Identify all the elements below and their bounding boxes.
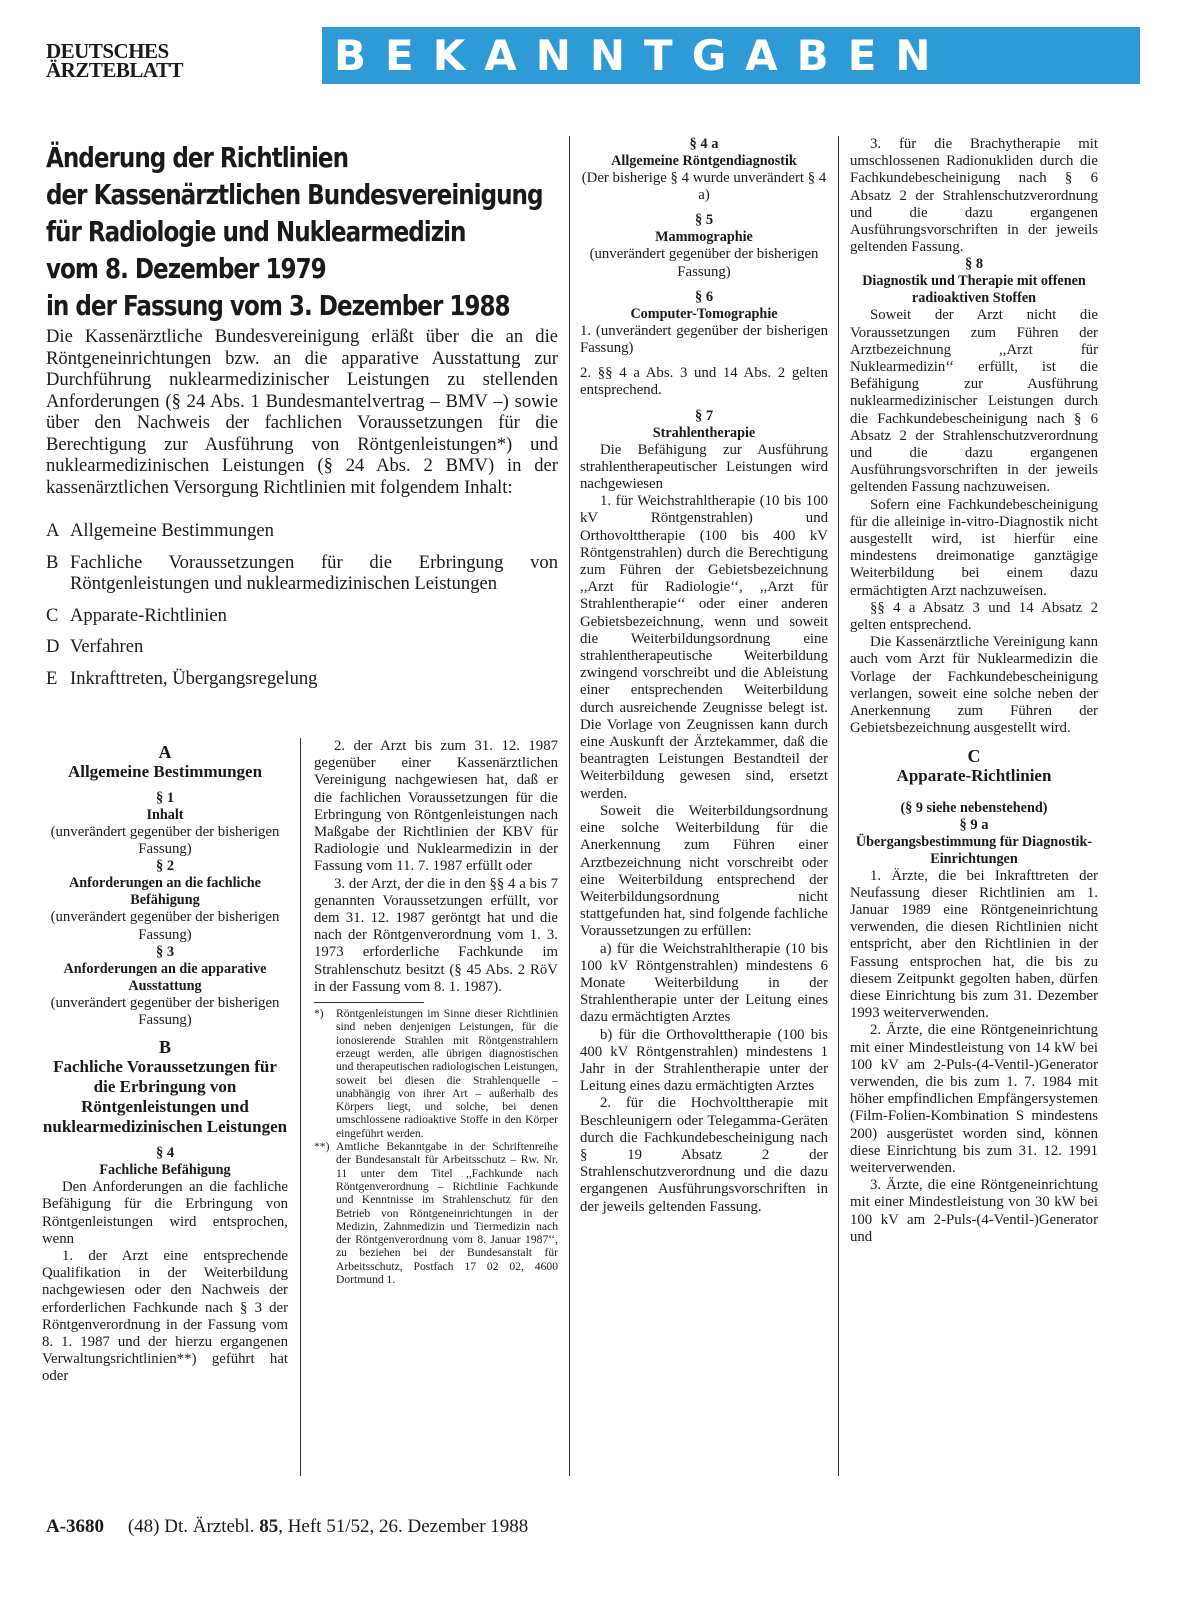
paragraph-title: Anforderungen an die apparative Ausstattung (63, 960, 267, 994)
paragraph-number: § 3 (155, 943, 175, 960)
contents-item (46, 552, 558, 595)
page-code: A-3680 (46, 1516, 105, 1537)
paragraph-title: Anforderungen an die fachliche Befähigung (69, 875, 261, 909)
paragraph-note: (§ 9 siehe nebenstehend) (900, 799, 1048, 816)
contents-letter: E (46, 667, 58, 689)
journal-logo (46, 39, 216, 82)
paragraph-text: 2. der Arzt bis zum 31. 12. 1987 gegenüber einer Kassenärztlichen Vereinigung nachgewiesen hat, daß er die fachlichen Voraussetzungen für die Erbringung von Röntgenleistungen nach Maßgabe der Richtlinien der KBV für Radiologie und Nuklearmedizin in der Fassung vom 11. 7. 1987 erfüllt oder (314, 738, 558, 875)
contents-item (46, 636, 558, 658)
paragraph-text: §§ 4 a Absatz 3 und 14 Absatz 2 gelten entsprechend. (850, 599, 1098, 634)
paragraph-title: Allgemeine Röntgendiagnostik (611, 153, 797, 169)
section-letter: C (967, 745, 981, 766)
paragraph-text: 2. für die Hochvolttherapie mit Beschleunigern oder Telegamma-Geräten durch die Fachkundebescheinigung nach § 19 Absatz 2 der Strahlenschutzverordnung und die dazu ergangenen Ausführungsvorschriften in der jeweils geltenden Fassung. (580, 1095, 828, 1215)
headline-line: Änderung der Richtlinien (46, 142, 349, 174)
paragraph-text: b) für die Orthovolttherapie (100 bis 400 kV Röntgenstrahlen) mindestens 1 Jahr in der Strahlentherapie unter der Leitung eines dazu ermächtigten Arztes (580, 1026, 828, 1095)
paragraph-text: 1. (unverändert gegenüber der bisherigen Fassung) (580, 322, 828, 357)
contents-text: Allgemeine Bestimmungen (70, 520, 274, 541)
paragraph-title: Strahlentherapie (652, 424, 756, 441)
paragraph-text: 3. für die Brachytherapie mit umschlossenen Radionukliden durch die Fachkundebescheinigung nach § 6 Absatz 2 der Strahlenschutzverordnung und die dazu ergangenen Ausführungsvorschriften in der jeweils geltenden Fassung. (850, 136, 1098, 256)
section-banner: BEKANNTGABEN (322, 27, 1140, 84)
paragraph-text: (unverändert gegenüber der bisherigen Fassung) (50, 824, 280, 858)
paragraph-text: Die Kassenärztliche Vereinigung kann auch vom Arzt für Nuklearmedizin die Vorlage der Fachkundebescheinigung verlangen, soweit eine solche neben der Anerkennung zum Führen der Gebietsbezeichnung ausgestellt wird. (850, 634, 1098, 737)
headline-line: der Kassenärztlichen Bundesvereinigung (46, 179, 543, 211)
contents-text: Inkrafttreten, Übergangsregelung (70, 667, 318, 689)
paragraph-text: (Der bisherige § 4 wurde unverändert § 4 a) (581, 170, 827, 204)
paragraph-text: (unverändert gegenüber der bisherigen Fassung) (50, 909, 280, 943)
column-divider (569, 136, 570, 1476)
page-footer (46, 1516, 528, 1538)
section-letter: B (158, 1037, 171, 1058)
footnote-mark: *) (314, 1007, 324, 1021)
paragraph-text: Soweit der Arzt nicht die Voraussetzungen zum Führen der Arztbezeichnung ,,Arzt für Nuklearmedizin‘‘ erfüllt, ist die Befähigung zur Ausführung nuklearmedizinischer Leistungen durch die Fachkundebescheinigung nach § 6 Absatz 2 der Strahlenschutzverordnung und die dazu ergangenen Ausführungsvorschriften in der jeweils geltenden Fassung nachzuweisen. (850, 307, 1098, 496)
paragraph-text: 3. Ärzte, die eine Röntgeneinrichtung mit einer Mindestleistung von 30 kW bei 100 kV am 2-Puls-(4-Ventil-)Generator und (850, 1177, 1098, 1245)
contents-list (46, 520, 558, 699)
paragraph-number: § 1 (155, 790, 175, 806)
contents-letter: A (46, 520, 60, 541)
contents-letter: B (46, 551, 59, 573)
contents-item (46, 605, 558, 627)
paragraph-text: Soweit die Weiterbildungsordnung eine solche Weiterbildung für die Anerkennung zum Führen einer Arztbezeichnung nicht vorschreibt oder eine Weiterbildung entsprechend der Weiterbildungsordnung nicht stattgefunden hat, sind folgende fachliche Voraussetzungen zu erfüllen: (580, 802, 828, 940)
citation-text: , Heft 51/52, 26. Dezember 1988 (278, 1516, 529, 1537)
paragraph-title: Übergangsbestimmung für Diagnostik-Einrichtungen (855, 833, 1093, 867)
headline-line: in der Fassung vom 3. Dezember 1988 (46, 290, 510, 322)
logo-line-2: ÄRZTEBLATT (46, 58, 183, 82)
column-divider (300, 738, 301, 1476)
intro-paragraph: Die Kassenärztliche Bundesvereinigung erläßt über die an die Röntgeneinrichtungen bzw. an die apparative Ausstattung zur Durchführung nuklearmedizinischer Leistungen zu stellenden Anforderungen (§ 24 Abs. 1 Bundesmantelvertrag – BMV –) sowie über den Nachweis der fachlichen Voraussetzungen für die Berechtigung zur Ausführung von Röntgenleistungen*) und nuklearmedizinischen Leistungen (§ 24 Abs. 2 BMV) in der kassenärztlichen Versorgung Richtlinien mit folgendem Inhalt: (46, 326, 558, 498)
paragraph-text: Die Befähigung zur Ausführung strahlentherapeutischer Leistungen wird nachgewiesen (580, 441, 828, 493)
paragraph-number: § 6 (694, 288, 714, 305)
footnote-text: Amtliche Bekanntgabe in der Schriftenreihe der Bundesanstalt für Arbeitsschutz – Rw. Nr. 11 unter dem Titel ,,Fachkunde nach Röntgenverordnung – Richtlinie Fachkunde und Kenntnisse im Strahlenschutz für den Betrieb von Röntgeneinrichtungen in der Medizin, Zahnmedizin und Tiermedizin nach der Röntgenverordnung vom 8. Januar 1987‘‘, zu beziehen bei der Bundesanstalt für Arbeitsschutz, Postfach 17 02 02, 4600 Dortmund 1. (336, 1140, 558, 1286)
column-a (42, 742, 288, 1386)
column-divider (838, 136, 839, 1476)
logo-line-1: DEUTSCHES (46, 39, 169, 63)
paragraph-number: § 2 (155, 858, 175, 875)
footnote-rule (314, 1002, 424, 1003)
paragraph-text: 1. der Arzt eine entsprechende Qualifikation in der Weiterbildung nachgewiesen oder den Nachweis der erforderlichen Fachkunde nach § 3 der Röntgenverordnung in der Fassung vom 8. 1. 1987 und der hierzu ergangenen Verwaltungsrichtlinien**) geführt hat oder (42, 1248, 288, 1385)
paragraph-number: § 7 (694, 407, 714, 424)
paragraph-title: Inhalt (146, 807, 184, 823)
section-title: Allgemeine Bestimmungen (67, 762, 263, 781)
footnote-text: Röntgenleistungen im Sinne dieser Richtlinien sind neben denjenigen Leistungen, für die ionosierende Strahlen mit Röntgenstrahlern erzeugt werden, alle übrigen diagnostischen und therapeutischen radiologischen Leistungen, soweit bei diesen die Strahlenquelle – unabhängig von ihrer Art – außerhalb des Körpers liegt, und solche, bei denen umschlossene radioaktive Stoffe in den Körper eingeführt werden. (336, 1007, 558, 1140)
headline-line: vom 8. Dezember 1979 (46, 253, 326, 285)
section-title: Fachliche Voraussetzungen für die Erbringung von Röntgenleistungen und nuklearmedizinischen Leistungen (42, 1057, 288, 1137)
contents-text: Fachliche Voraussetzungen für die Erbringung von Röntgenleistungen und nuklearmedizinischen Leistungen (70, 551, 558, 594)
paragraph-text: 2. §§ 4 a Abs. 3 und 14 Abs. 2 gelten entsprechend. (580, 365, 828, 399)
page-headline (46, 140, 543, 325)
footnote (314, 1007, 558, 1140)
paragraph-text: 1. Ärzte, die bei Inkrafttreten der Neufassung dieser Richtlinien am 1. Januar 1989 eine Röntgeneinrichtung verwenden, die diesen Richtlinien nicht entspricht, aber den Richtlinien in der Fassung entsprochen hat, die bis zu diesem Zeitpunkt gegolten haben, dürfen diese Einrichtung bis zum 31. Dezember 1993 weiterverwenden. (850, 867, 1098, 1022)
footnotes (314, 1007, 558, 1286)
citation-text: (48) Dt. Ärztebl. (127, 1516, 255, 1537)
contents-letter: D (46, 636, 60, 657)
paragraph-number: § 4 a (689, 136, 719, 152)
paragraph-number: § 9 a (959, 816, 989, 833)
column-b (314, 738, 558, 1286)
headline-line: für Radiologie und Nuklearmedizin (46, 216, 466, 248)
footnote-mark: **) (314, 1140, 330, 1154)
paragraph-text: 3. der Arzt, der die in den §§ 4 a bis 7 genannten Voraussetzungen erfüllt, vor dem 31. 12. 1987 geröntgt hat und die nach der Röntgenverordnung vom 1. 3. 1973 erforderliche Fachkunde im Strahlenschutz besitzt (§ 45 Abs. 2 RöV in der Fassung vom 8. 1. 1987). (314, 875, 558, 995)
paragraph-text: 1. für Weichstrahltherapie (10 bis 100 kV Röntgenstrahlen) und Orthovolttherapie (100 bis 400 kV Röntgenstrahlen) durch die Berechtigung zum Führen der Gebietsbezeichnung ,,Arzt für Radiologie‘‘, ,,Arzt für Strahlentherapie‘‘ oder einer anderen Gebietsbezeichnung, wenn und soweit die Weiterbildungsordnung eine strahlentherapeutische Weiterbildung zwingend vorschreibt und die Ableistung einer entsprechenden Weiterbildung durch ausreichende Zeugnisse belegt ist. Die Vorlage von Zeugnissen kann durch eine Auskunft der Ärztekammer, daß die beantragten Leistungen Bestandteil der Weiterbildung gewesen sind, ersetzt werden. (580, 493, 828, 802)
paragraph-text: a) für die Weichstrahltherapie (10 bis 100 kV Röntgenstrahlen) mindestens 6 Monate Weiterbildung in der Strahlentherapie unter der Leitung eines dazu ermächtigten Arztes (580, 940, 828, 1026)
paragraph-title: Fachliche Befähigung (99, 1162, 231, 1179)
paragraph-title: Computer-Tomographie (630, 305, 778, 322)
citation-volume: 85 (259, 1516, 279, 1537)
paragraph-text: Den Anforderungen an die fachliche Befähigung für die Erbringung von Röntgenleistungen wird entsprochen, wenn (42, 1179, 288, 1247)
section-title: Apparate-Richtlinien (896, 765, 1052, 785)
contents-item (46, 520, 558, 542)
section-letter: A (158, 742, 172, 762)
footnote (314, 1140, 558, 1286)
paragraph-text: (unverändert gegenüber der bisherigen Fassung) (50, 994, 280, 1029)
contents-text: Verfahren (70, 636, 144, 657)
contents-text: Apparate-Richtlinien (70, 604, 227, 626)
column-d (850, 136, 1098, 1246)
column-c (580, 136, 828, 1216)
paragraph-text: 2. Ärzte, die eine Röntgeneinrichtung mit einer Mindestleistung von 14 kW bei 100 kV am 2-Puls-(4-Ventil-)Generator verwenden, die bis zum 1. 7. 1984 mit höher empfindlichen Empfängersystemen (Film-Folien-Kombination S mindestens 200) ausgerüstet worden sind, können diese Einrichtung bis zum 31. 12. 1991 weiterverwenden. (850, 1022, 1098, 1176)
paragraph-number: § 8 (964, 256, 984, 273)
contents-item (46, 668, 558, 690)
paragraph-title: Mammographie (655, 229, 753, 246)
paragraph-number: § 5 (694, 212, 714, 229)
contents-letter: C (46, 604, 59, 626)
paragraph-text: (unverändert gegenüber der bisherigen Fassung) (589, 246, 819, 280)
paragraph-title: Diagnostik und Therapie mit offenen radioaktiven Stoffen (862, 273, 1086, 307)
paragraph-number: § 4 (155, 1145, 175, 1162)
paragraph-text: Sofern eine Fachkundebescheinigung für die alleinige in-vitro-Diagnostik nicht ausgestellt wird, ist hierfür eine mindestens dreimonatige ganztägige Weiterbildung bei einem dazu ermächtigten Arzt nachzuweisen. (850, 496, 1098, 599)
